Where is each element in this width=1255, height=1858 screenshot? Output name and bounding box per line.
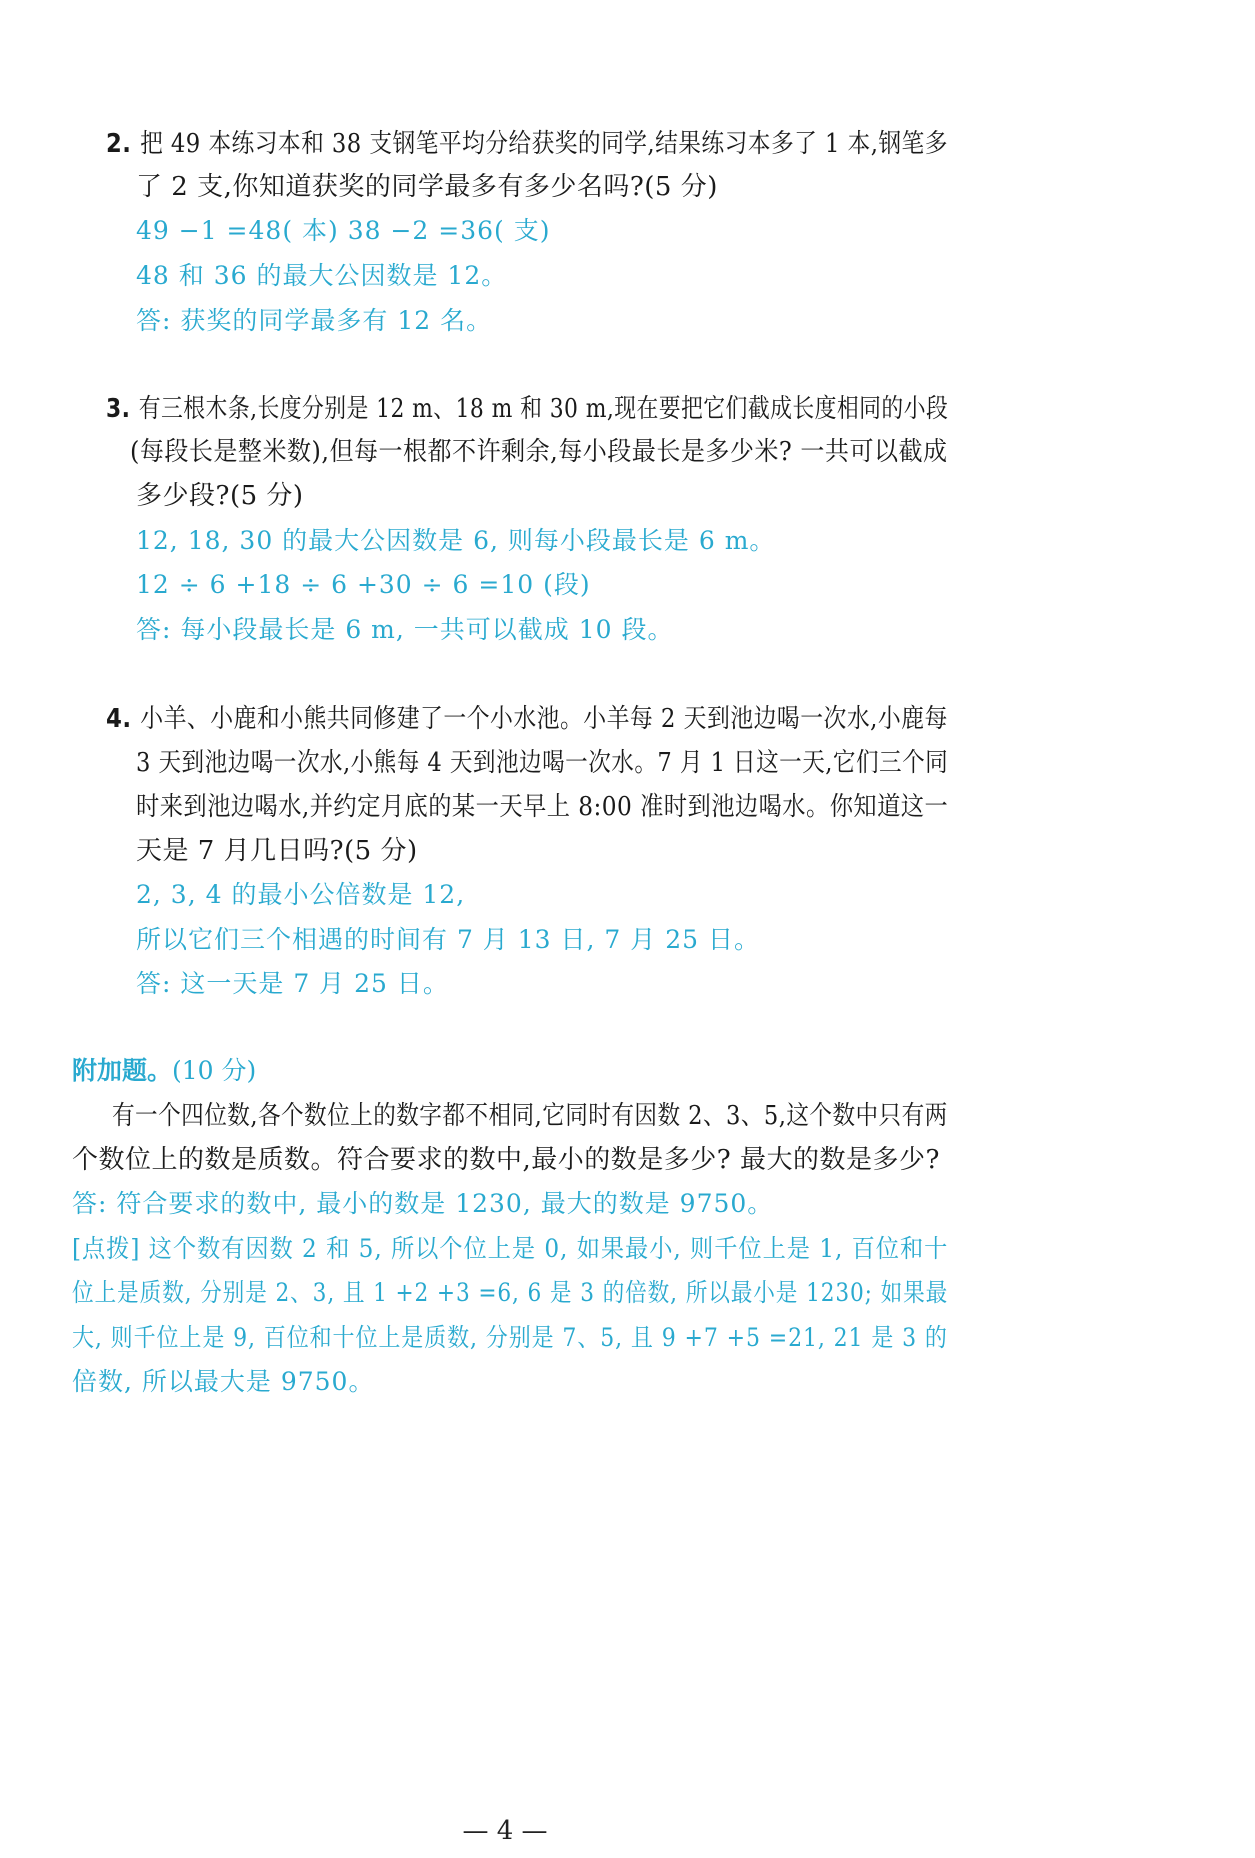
q4-number: 4. (106, 704, 132, 734)
bonus-answer-1: 答: 符合要求的数中, 最小的数是 1230, 最大的数是 9750。 (72, 1189, 774, 1218)
bonus-title (72, 1058, 256, 1083)
bonus-line-1: 有一个四位数,各个数位上的数字都不相同,它同时有因数 2、3、5,这个数中只有两 (112, 1101, 948, 1131)
q3-text-1: 有三根木条,长度分别是 12 m、18 m 和 30 m,现在要把它们截成长度相同的小段 (138, 394, 949, 424)
q2-number: 2. (106, 129, 132, 159)
q2-line-2: 了 2 支,你知道获奖的同学最多有多少名吗?(5 分) (136, 172, 718, 202)
q2-answer-3: 答: 获奖的同学最多有 12 名。 (136, 306, 493, 335)
q2-text-1: 把 49 本练习本和 38 支钢笔平均分给获奖的同学,结果练习本多了 1 本,钢笔多 (140, 129, 948, 159)
q4-line-1 (106, 706, 948, 732)
q3-number: 3. (106, 394, 131, 424)
q2-line-1 (106, 131, 948, 157)
q4-answer-3: 答: 这一天是 7 月 25 日。 (136, 969, 449, 998)
bonus-hint-2: 位上是质数, 分别是 2、3, 且 1 +2 +3 =6, 6 是 3 的倍数, 所以最小是 1230; 如果最 (72, 1278, 949, 1307)
q3-answer-3: 答: 每小段最长是 6 m, 一共可以截成 10 段。 (136, 615, 674, 644)
q3-line-1 (106, 396, 948, 422)
bonus-points: (10 分) (172, 1056, 257, 1085)
q3-line-3: 多少段?(5 分) (136, 481, 304, 511)
q3-answer-1: 12, 18, 30 的最大公因数是 6, 则每小段最长是 6 m。 (136, 526, 776, 555)
q2-answer-1: 49 −1 =48( 本) 38 −2 =36( 支) (136, 216, 551, 245)
q4-answer-2: 所以它们三个相遇的时间有 7 月 13 日, 7 月 25 日。 (136, 925, 760, 954)
q3-line-2: (每段长是整米数),但每一根都不许剩余,每小段最长是多少米? 一共可以截成 (130, 437, 948, 467)
bonus-hint-4: 倍数, 所以最大是 9750。 (72, 1367, 375, 1396)
bonus-hint-3: 大, 则千位上是 9, 百位和十位上是质数, 分别是 7、5, 且 9 +7 +5 =21, 21 是 3 的 (72, 1323, 948, 1352)
q4-answer-1: 2, 3, 4 的最小公倍数是 12, (136, 880, 466, 909)
q4-line-3: 时来到池边喝水,并约定月底的某一天早上 8:00 准时到池边喝水。你知道这一 (136, 792, 949, 822)
q4-text-1: 小羊、小鹿和小熊共同修建了一个小水池。小羊每 2 天到池边喝一次水,小鹿每 (140, 704, 948, 734)
page-number: — 4 — (462, 1816, 548, 1846)
q3-answer-2: 12 ÷ 6 +18 ÷ 6 +30 ÷ 6 =10 (段) (136, 570, 591, 599)
bonus-title-text: 附加题。 (72, 1056, 173, 1085)
bonus-hint-1: [点拨] 这个数有因数 2 和 5, 所以个位上是 0, 如果最小, 则千位上是 1, 百位和十 (72, 1234, 949, 1263)
q2-answer-2: 48 和 36 的最大公因数是 12。 (136, 261, 508, 290)
q4-line-2: 3 天到池边喝一次水,小熊每 4 天到池边喝一次水。7 月 1 日这一天,它们三个同 (136, 748, 949, 778)
bonus-line-2: 个数位上的数是质数。符合要求的数中,最小的数是多少? 最大的数是多少? (72, 1145, 940, 1175)
q4-line-4: 天是 7 月几日吗?(5 分) (136, 836, 418, 866)
